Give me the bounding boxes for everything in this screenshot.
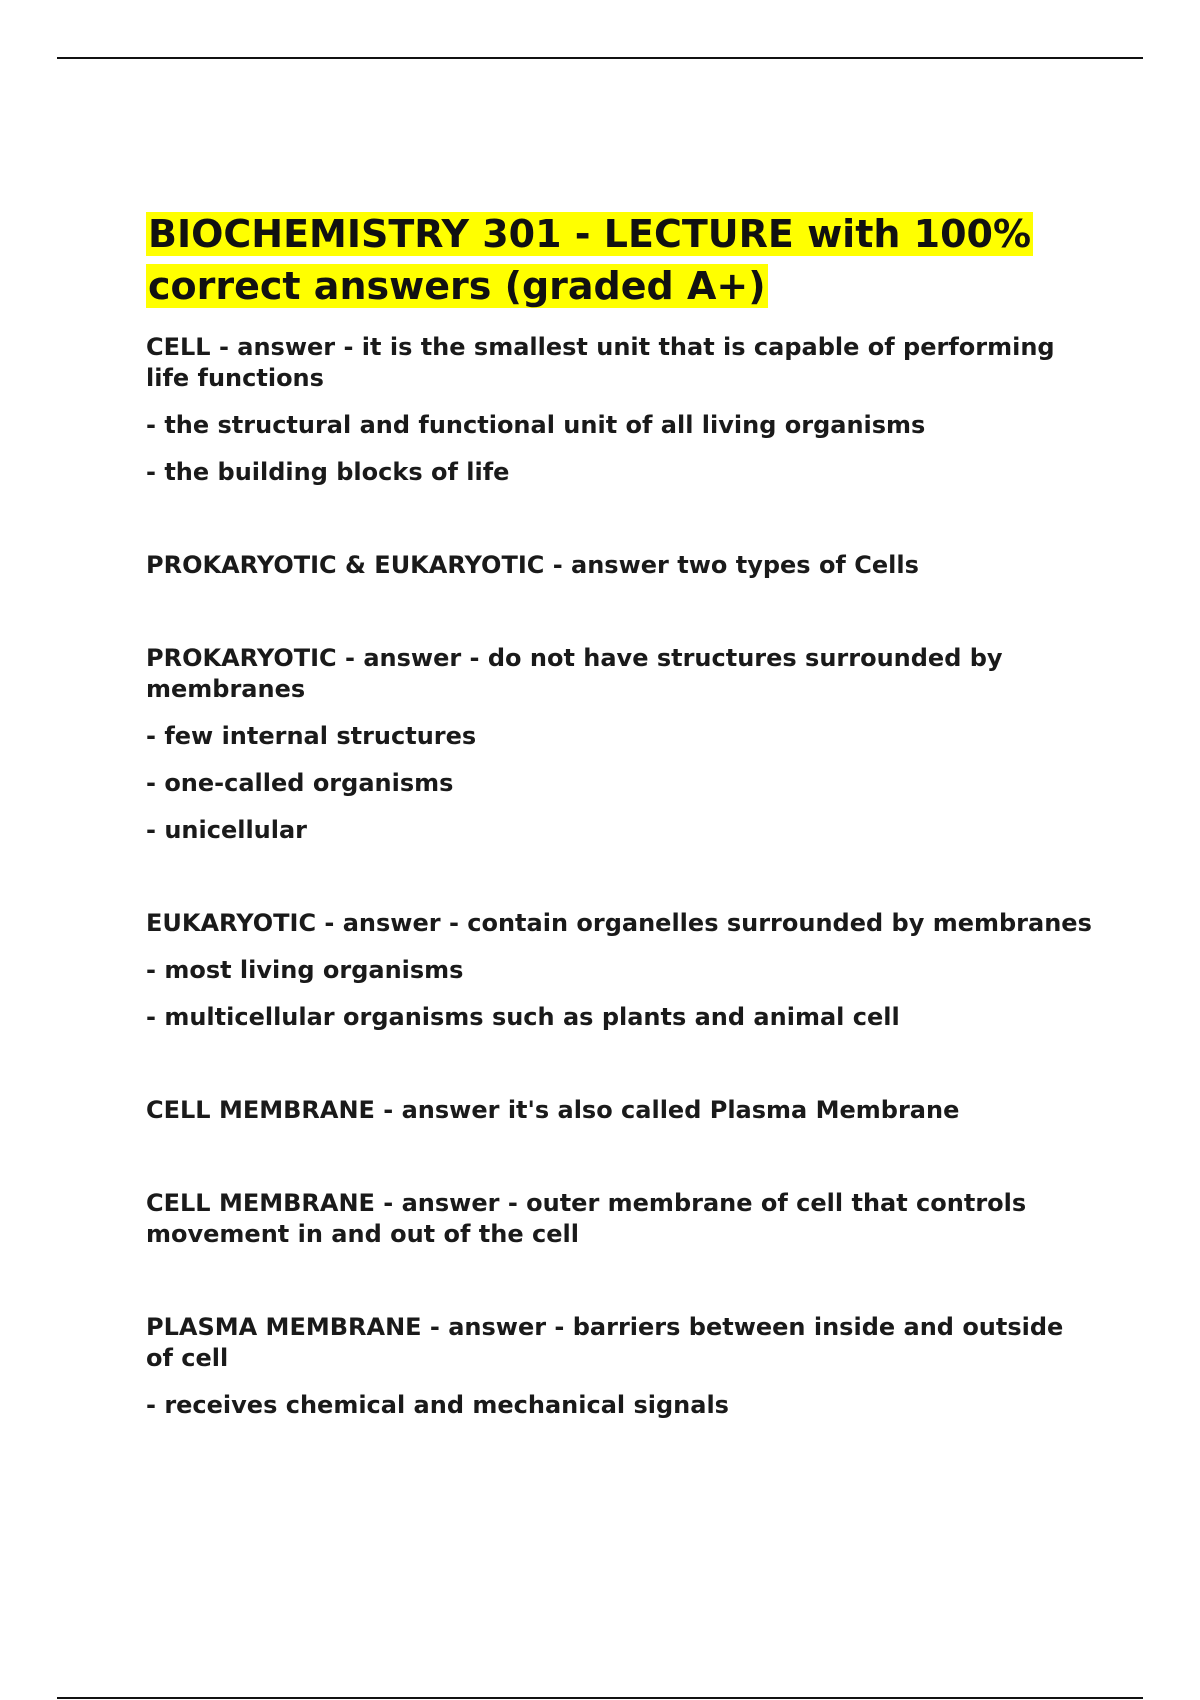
entry-line: CELL MEMBRANE - answer it's also called Plasma Membrane [146, 1096, 960, 1124]
entry-line: - most living organisms [146, 956, 464, 984]
entry-cell [146, 332, 1096, 488]
entry-line: - the building blocks of life [146, 458, 510, 486]
entry-plasma-membrane [146, 1312, 1096, 1421]
entry-cell-membrane [146, 1188, 1096, 1250]
entry-cell-types [146, 550, 1096, 581]
entry-line: - unicellular [146, 816, 308, 844]
entry-line: PROKARYOTIC - answer - do not have structures surrounded by membranes [146, 644, 1003, 703]
entry-line: - one-called organisms [146, 769, 454, 797]
entry-line: EUKARYOTIC - answer - contain organelles surrounded by membranes [146, 909, 1092, 937]
entry-line: - few internal structures [146, 722, 477, 750]
entry-line: CELL MEMBRANE - answer - outer membrane of cell that controls movement in and out of the cell [146, 1189, 1027, 1248]
title-highlight: BIOCHEMISTRY 301 - LECTURE with 100% correct answers (graded A+) [148, 212, 1032, 308]
document-body [146, 208, 1096, 1483]
bottom-rule [57, 1697, 1143, 1699]
entry-line: - the structural and functional unit of all living organisms [146, 411, 926, 439]
entry-line: CELL - answer - it is the smallest unit that is capable of performing life functions [146, 333, 1055, 392]
entry-line: - receives chemical and mechanical signals [146, 1391, 729, 1419]
entry-line: PROKARYOTIC & EUKARYOTIC - answer two types of Cells [146, 551, 919, 579]
entry-cell-membrane-alias [146, 1095, 1096, 1126]
top-rule [57, 57, 1143, 59]
entry-line: PLASMA MEMBRANE - answer - barriers between inside and outside of cell [146, 1313, 1064, 1372]
entry-line: - multicellular organisms such as plants and animal cell [146, 1003, 900, 1031]
entry-prokaryotic [146, 643, 1096, 846]
entry-eukaryotic [146, 908, 1096, 1033]
document-title [146, 208, 1096, 312]
